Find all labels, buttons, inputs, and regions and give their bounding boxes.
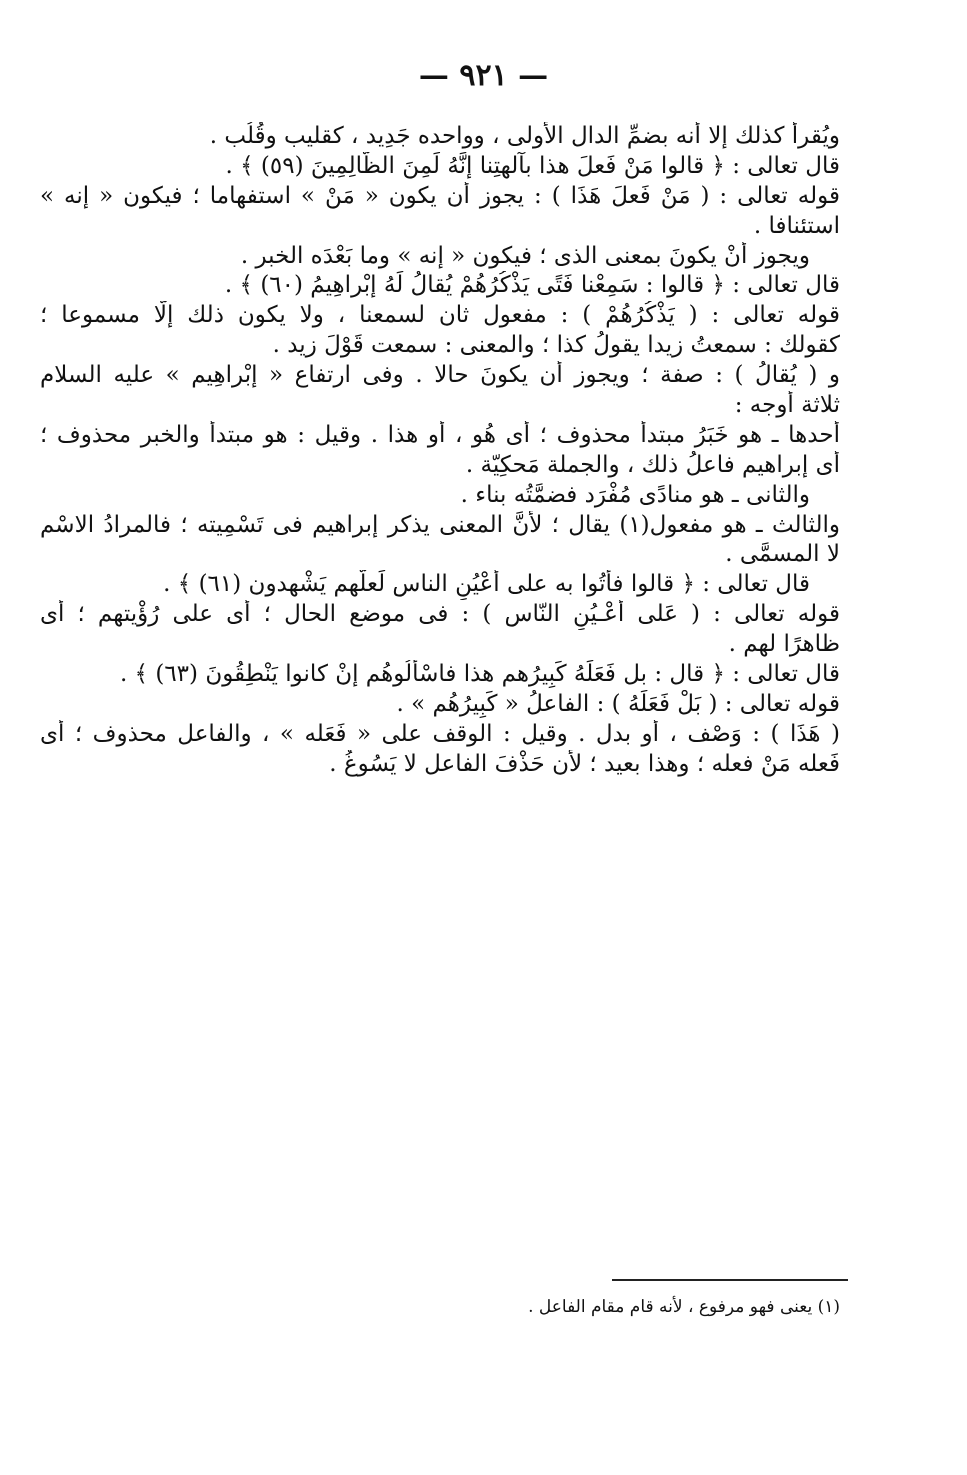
text-line: ويجوز أَنْ يكونَ بمعنى الذى ؛ فيكون « إنه » وما بَعْدَه الخبر . (240, 242, 810, 269)
text-line: قوله تعالى : ( مَنْ فَعلَ هَذَا ) : يجوز أن يكون « مَنْ » استفهاما ؛ فيكون « إنه » (40, 182, 840, 209)
text-line: و ( يُقالُ ) : صفة ؛ ويجوز أن يكونَ حالا . وفى ارتفاع « إبْراهِيم » عليه السلام (40, 362, 840, 389)
text-line: قال تعالى : ﴿ قالوا : سَمِعْنا فَتًى يَذْكُرُهُمْ يُقالُ لَهُ إبْراهِيمُ (٦٠) ﴾ . (224, 272, 840, 299)
text-line: قال تعالى : ﴿ قالوا فأْتُوا به على أَعْيُنِ الناس لَعلّهم يَشْهدون (٦١) ﴾ . (163, 571, 810, 598)
text-line: كقولك : سمعتُ زيدا يقولُ كذا ؛ والمعنى : سمعت قَوْلَ زيد . (272, 332, 840, 359)
text-line: قوله تعالى : ( عَلى أعْـيُنِ النّاس ) : فى موضع الحال ؛ أى على رُؤْيتهم ؛ أى (40, 601, 840, 628)
text-line: ( هَذَا ) : وَصْف ، أو بدل . وقيل : الوقف على « فَعَله » ، والفاعل محذوف ؛ أى (40, 720, 840, 747)
footnote: (١) يعنى فهو مرفوع ، لأنه قام مقام الفاعل . (528, 1297, 840, 1317)
text-line: قال تعالى : ﴿ قالوا مَنْ فَعلَ هذا بآلهتِنا إنَّهُ لَمِنَ الظَّالِمِينَ (٥٩) ﴾ . (225, 152, 840, 179)
text-line: استئنافا . (753, 212, 840, 239)
text-line: ويُقرأ كذلك إلا أنه بضمِّ الدال الأولى ، وواحده جَدِيد ، كقليب وقُلُب . (209, 123, 840, 149)
text-line: فَعله مَنْ فعله ؛ وهذا بعيد ؛ لأن حَذْفَ الفاعل لا يَسُوغُ . (329, 750, 840, 777)
page-number: — ٩٢١ — (418, 58, 549, 93)
text-line: ظاهرًا لهم . (728, 631, 840, 658)
text-line: والثانى ـ هو منادًى مُفْرَد فضمَّتُه بناء . (460, 481, 810, 508)
text-line: قال تعالى : ﴿ قال : بل فَعَلَهُ كَبِيرُهم هذا فاسْأَلُوهُم إنْ كانوا يَنْطِقُونَ (٦٣) ﴾ . (119, 661, 840, 688)
text-line: قوله تعالى : ( يَذْكُرُهُمْ ) : مفعول ثان لسمعنا ، ولا يكون ذلك إلّا مسموعا ؛ (40, 302, 840, 329)
text-line: قوله تعالى : ( بَلْ فَعَلَهُ ) : الفاعلُ « كَبِيرُهُم » . (396, 690, 840, 717)
text-line: والثالث ـ هو مفعول(١) يقال ؛ لأَنَّ المعنى يذكر إبراهيم فى تَسْمِيته ؛ فالمرادُ الاسْم (40, 511, 840, 538)
text-line: ثلاثة أوجه : (734, 392, 840, 419)
body-text (40, 122, 840, 780)
footnote-divider (612, 1279, 848, 1281)
text-line: لا المسمَّى . (725, 541, 840, 568)
text-line: أى إبراهيم فاعلُ ذلك ، والجملة مَحكِيّة . (465, 451, 840, 478)
text-line: أحدها ـ هو خَبَرُ مبتدأ محذوف ؛ أى هُو ، أو هذا . وقيل : هو مبتدأ والخبر محذوف ؛ (40, 421, 840, 448)
